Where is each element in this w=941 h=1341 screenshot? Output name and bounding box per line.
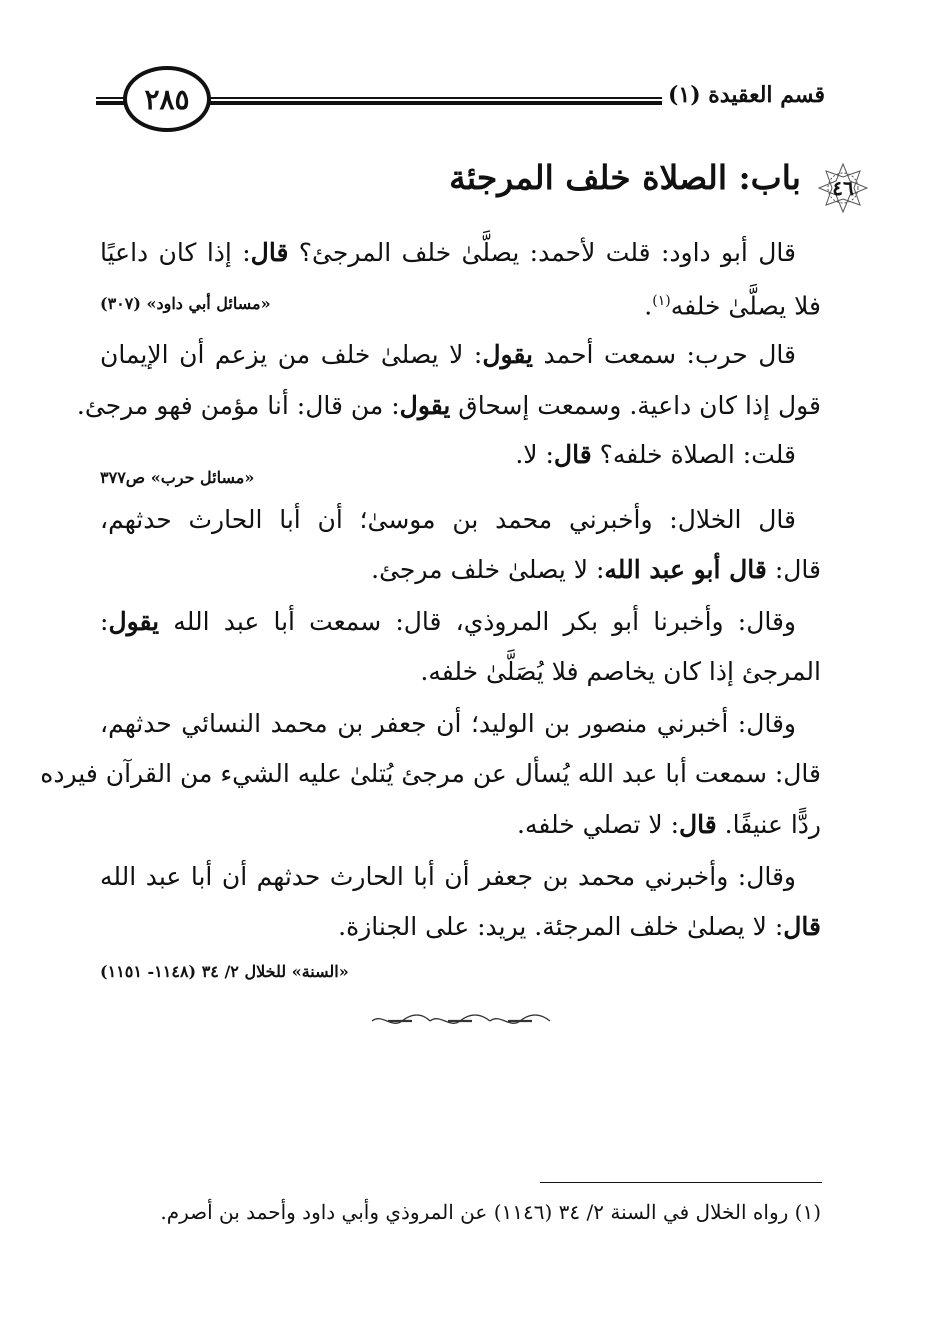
footnote: (١) رواه الخلال في السنة ٢/ ٣٤ (١١٤٦) عن المروذي وأبي داود وأحمد بن أصرم. (160, 1200, 821, 1224)
footnote-rule (540, 1182, 822, 1183)
reference-abu-dawud: «مسائل أبي داود» (٣٠٧) (100, 294, 271, 313)
reference-harb: «مسائل حرب» ص٣٧٧ (100, 468, 255, 487)
body-line-13: وقال: وأخبرني محمد بن جعفر أن أبا الحارث حدثهم أن أبا عبد الله (100, 862, 796, 891)
page-number-text: ٢٨٥ (144, 82, 190, 116)
body-line-2: فلا يصلَّىٰ خلفه$^{(١)}$. (644, 291, 821, 321)
body-line-5: قلت: الصلاة خلفه؟ قال: لا. (515, 440, 796, 469)
chapter-title: باب: الصلاة خلف المرجئة (449, 158, 801, 197)
chapter-ornament (815, 160, 871, 216)
body-line-11: قال: سمعت أبا عبد الله يُسأل عن مرجئ يُتلىٰ عليه الشيء من القرآن فيرده (40, 759, 821, 788)
page-number (123, 66, 211, 132)
body-line-4: قول إذا كان داعية. وسمعت إسحاق يقول: من قال: أنا مؤمن فهو مرجئ. (76, 391, 821, 420)
body-line-3: قال حرب: سمعت أحمد يقول: لا يصلىٰ خلف من يزعم أن الإيمان (100, 340, 796, 369)
body-line-14: قال: لا يصلىٰ خلف المرجئة. يريد: على الجنازة. (338, 912, 821, 941)
reference-sunnah: «السنة» للخلال ٢/ ٣٤ (١١٤٨- ١١٥١) (100, 962, 349, 981)
body-line-7: قال: قال أبو عبد الله: لا يصلىٰ خلف مرجئ. (371, 555, 821, 584)
body-line-1: قال أبو داود: قلت لأحمد: يصلَّىٰ خلف المرجئ؟ قال: إذا كان داعيًا (100, 238, 796, 267)
body-line-10: وقال: أخبرني منصور بن الوليد؛ أن جعفر بن محمد النسائي حدثهم، (100, 709, 796, 738)
section-label: قسم العقيدة (١) (662, 82, 831, 108)
body-line-8: وقال: وأخبرنا أبو بكر المروذي، قال: سمعت أبا عبد الله يقول: (100, 607, 796, 636)
chapter-number: ٤٦ (832, 176, 854, 200)
body-line-6: قال الخلال: وأخبرني محمد بن موسىٰ؛ أن أبا الحارث حدثهم، (100, 505, 796, 534)
body-line-12: ردًّا عنيفًا. قال: لا تصلي خلفه. (517, 810, 821, 839)
ornamental-divider (368, 1012, 554, 1030)
body-line-9: المرجئ إذا كان يخاصم فلا يُصَلَّىٰ خلفه. (420, 657, 821, 686)
